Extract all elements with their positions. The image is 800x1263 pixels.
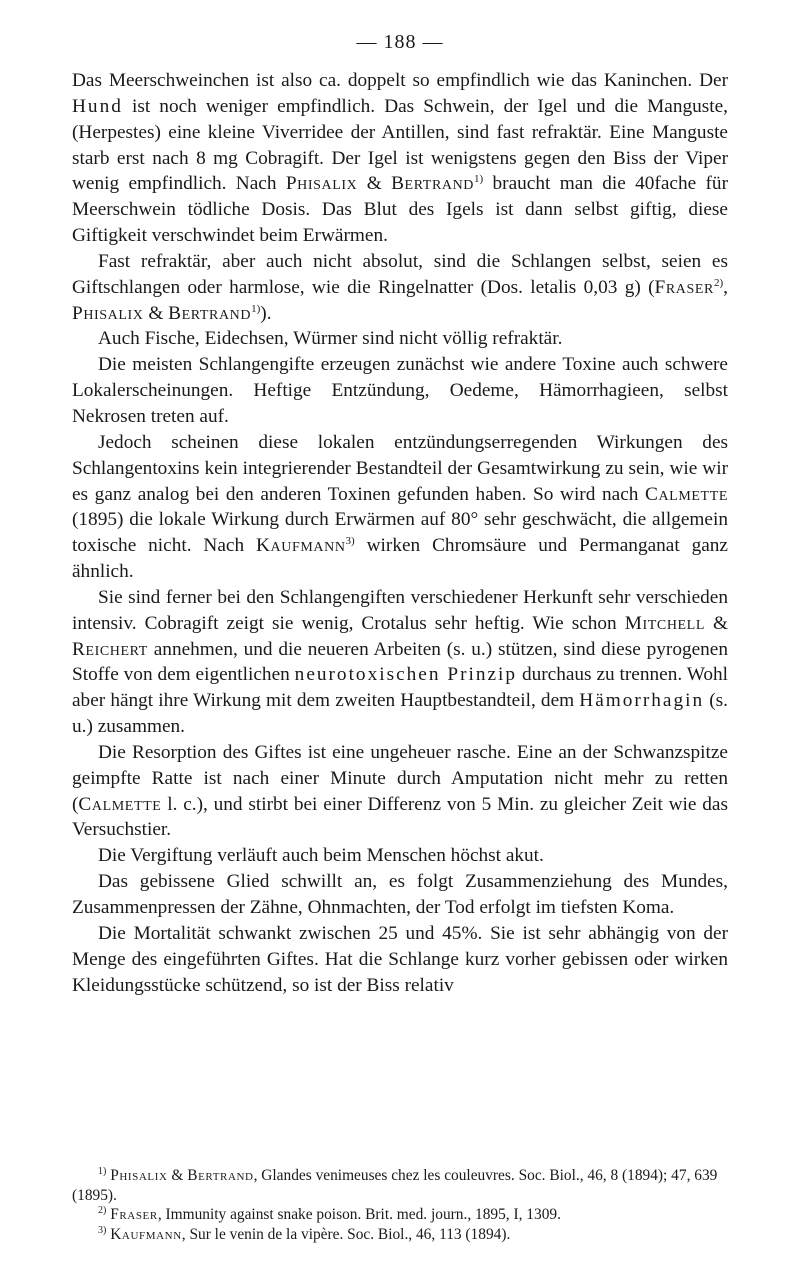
text-run: , bbox=[723, 276, 728, 298]
text-run: Das Meerschweinchen ist also ca. doppelt so empfindlich wie das Kaninchen. Der bbox=[72, 70, 728, 91]
author-name: Bertrand bbox=[391, 173, 475, 195]
text-run: , Glandes venimeuses chez les couleuvres. Soc. Biol., 46, 8 (1894); 47, 639 (1895). bbox=[72, 1167, 718, 1204]
author-name: Kaufmann bbox=[256, 535, 346, 557]
text-run: & bbox=[143, 302, 169, 324]
text-run: Fast refraktär, aber auch nicht absolut, sind die Schlangen selbst, seien es Giftschlangen oder harmlose, wie die Ringelnatter (Dos. letalis 0,03 g) ( bbox=[72, 250, 728, 298]
body-text bbox=[72, 68, 728, 998]
author-name: Calmette bbox=[78, 793, 162, 815]
author-name: Mitchell bbox=[624, 612, 705, 634]
paragraph bbox=[72, 843, 728, 869]
paragraph bbox=[72, 352, 728, 430]
author-name: Reichert bbox=[72, 638, 148, 660]
text-run: annehmen, und die neueren Arbeiten (s. u.) stützen, sind diese pyrogenen Stoffe von dem eigentlichen bbox=[72, 638, 728, 686]
text-run: Auch Fische, Eidechsen, Würmer sind nicht völlig refraktär. bbox=[98, 328, 563, 350]
text-run: & bbox=[167, 1167, 188, 1184]
text-run: braucht man die 40fache für Meerschwein tödliche Dosis. Das Blut des Igels ist dann selbst giftig, diese Giftigkeit verschwindet beim Erwärmen. bbox=[72, 173, 728, 247]
text-run: & bbox=[704, 612, 728, 634]
text-run: Sie sind ferner bei den Schlangengiften verschiedener Herkunft sehr verschieden intensiv. Cobragift zeigt sie wenig, Crotalus sehr heftig. Wie schon bbox=[72, 586, 728, 634]
text-run: ist noch weniger empfindlich. Das Schwein, der Igel und die Manguste, (Herpestes) eine kleine Viverridee der Antillen, sind fast refraktär. Eine Manguste starb erst nach 8 mg Cobragift. Der Igel ist wenigstens gegen den Biss der Viper wenig empfindlich. Nach bbox=[72, 95, 728, 195]
footnote bbox=[72, 1205, 728, 1225]
paragraph bbox=[72, 68, 728, 249]
emphasized-term: Hämorrhagin bbox=[579, 690, 705, 712]
paragraph bbox=[72, 585, 728, 740]
text-run: Die Vergiftung verläuft auch beim Menschen höchst akut. bbox=[98, 845, 544, 867]
emphasized-term: neurotoxischen Prinzip bbox=[294, 664, 518, 686]
paragraph bbox=[72, 921, 728, 999]
author-name: Bertrand bbox=[168, 302, 252, 324]
paragraph bbox=[72, 326, 728, 352]
footnote-marker: 3) bbox=[345, 535, 355, 548]
text-run: , Immunity against snake poison. Brit. med. journ., 1895, I, 1309. bbox=[157, 1206, 561, 1224]
footnotes bbox=[72, 1166, 728, 1244]
author-name: Calmette bbox=[645, 483, 728, 505]
footnote bbox=[72, 1225, 728, 1245]
text-run: Das gebissene Glied schwillt an, es folgt Zusammenziehung des Mundes, Zusammenpressen der Zähne, Ohnmachten, der Tod erfolgt im tiefsten Koma. bbox=[72, 871, 728, 918]
footnote-marker: 2) bbox=[98, 1205, 107, 1217]
paragraph bbox=[72, 740, 728, 843]
author-name: Kaufmann bbox=[110, 1225, 182, 1243]
author-name: Phisalix bbox=[285, 173, 358, 195]
footnote-marker: 1) bbox=[474, 173, 484, 186]
paragraph bbox=[72, 249, 728, 327]
text-run: Die Mortalität schwankt zwischen 25 und 45%. Sie ist sehr abhängig von der Menge des eingeführten Giftes. Hat die Schlange kurz vorher gebissen oder wirken Kleidungsstücke schützend, so ist der Biss relativ bbox=[72, 922, 728, 996]
emphasized-term: Hund bbox=[72, 95, 123, 117]
text-run: l. c.), und stirbt bei einer Differenz von 5 Min. zu gleicher Zeit wie das Versuchstier. bbox=[72, 793, 728, 841]
text-run: & bbox=[357, 173, 392, 195]
paragraph bbox=[72, 430, 728, 585]
text-run: (1895) die lokale Wirkung durch Erwärmen auf 80° sehr geschwächt, die allgemein toxische nicht. Nach bbox=[72, 509, 728, 557]
text-run: Jedoch scheinen diese lokalen entzündungserregenden Wirkungen des Schlangentoxins kein integrierender Bestandteil der Gesamtwirkung zu sein, wie wir es ganz analog bei den anderen Toxinen gefunden haben. So wird nach bbox=[72, 431, 728, 505]
author-name: Fraser bbox=[654, 276, 714, 298]
text-run: Die meisten Schlangengifte erzeugen zunächst wie andere Toxine auch schwere Lokalerscheinungen. Heftige Entzündung, Oedeme, Hämorrhagieen, selbst Nekrosen treten auf. bbox=[72, 354, 728, 427]
paragraph bbox=[72, 869, 728, 921]
footnote-marker: 3) bbox=[98, 1224, 107, 1236]
author-name: Phisalix bbox=[110, 1167, 168, 1184]
footnote-marker: 1) bbox=[251, 302, 261, 315]
text-run: wirken Chromsäure und Permanganat ganz ähnlich. bbox=[72, 535, 728, 583]
footnote bbox=[72, 1166, 728, 1205]
footnote-marker: 1) bbox=[98, 1166, 107, 1177]
footnote-marker: 2) bbox=[714, 276, 724, 289]
author-name: Bertrand bbox=[187, 1167, 254, 1184]
author-name: Phisalix bbox=[72, 302, 144, 324]
text-run: ). bbox=[260, 302, 272, 324]
text-run: , Sur le venin de la vipère. Soc. Biol., 46, 113 (1894). bbox=[181, 1225, 511, 1243]
page-number: — 188 — bbox=[356, 31, 444, 53]
author-name: Fraser bbox=[110, 1206, 158, 1224]
text-run: (s. u.) zusammen. bbox=[72, 690, 728, 738]
text-run: Die Resorption des Giftes ist eine ungeheuer rasche. Eine an der Schwanzspitze geimpfte Ratte ist nach einer Minute durch Amputation nicht mehr zu retten ( bbox=[72, 741, 728, 815]
text-run: durchaus zu trennen. Wohl aber hängt ihre Wirkung mit dem zweiten Hauptbestandteil, dem bbox=[72, 664, 728, 712]
